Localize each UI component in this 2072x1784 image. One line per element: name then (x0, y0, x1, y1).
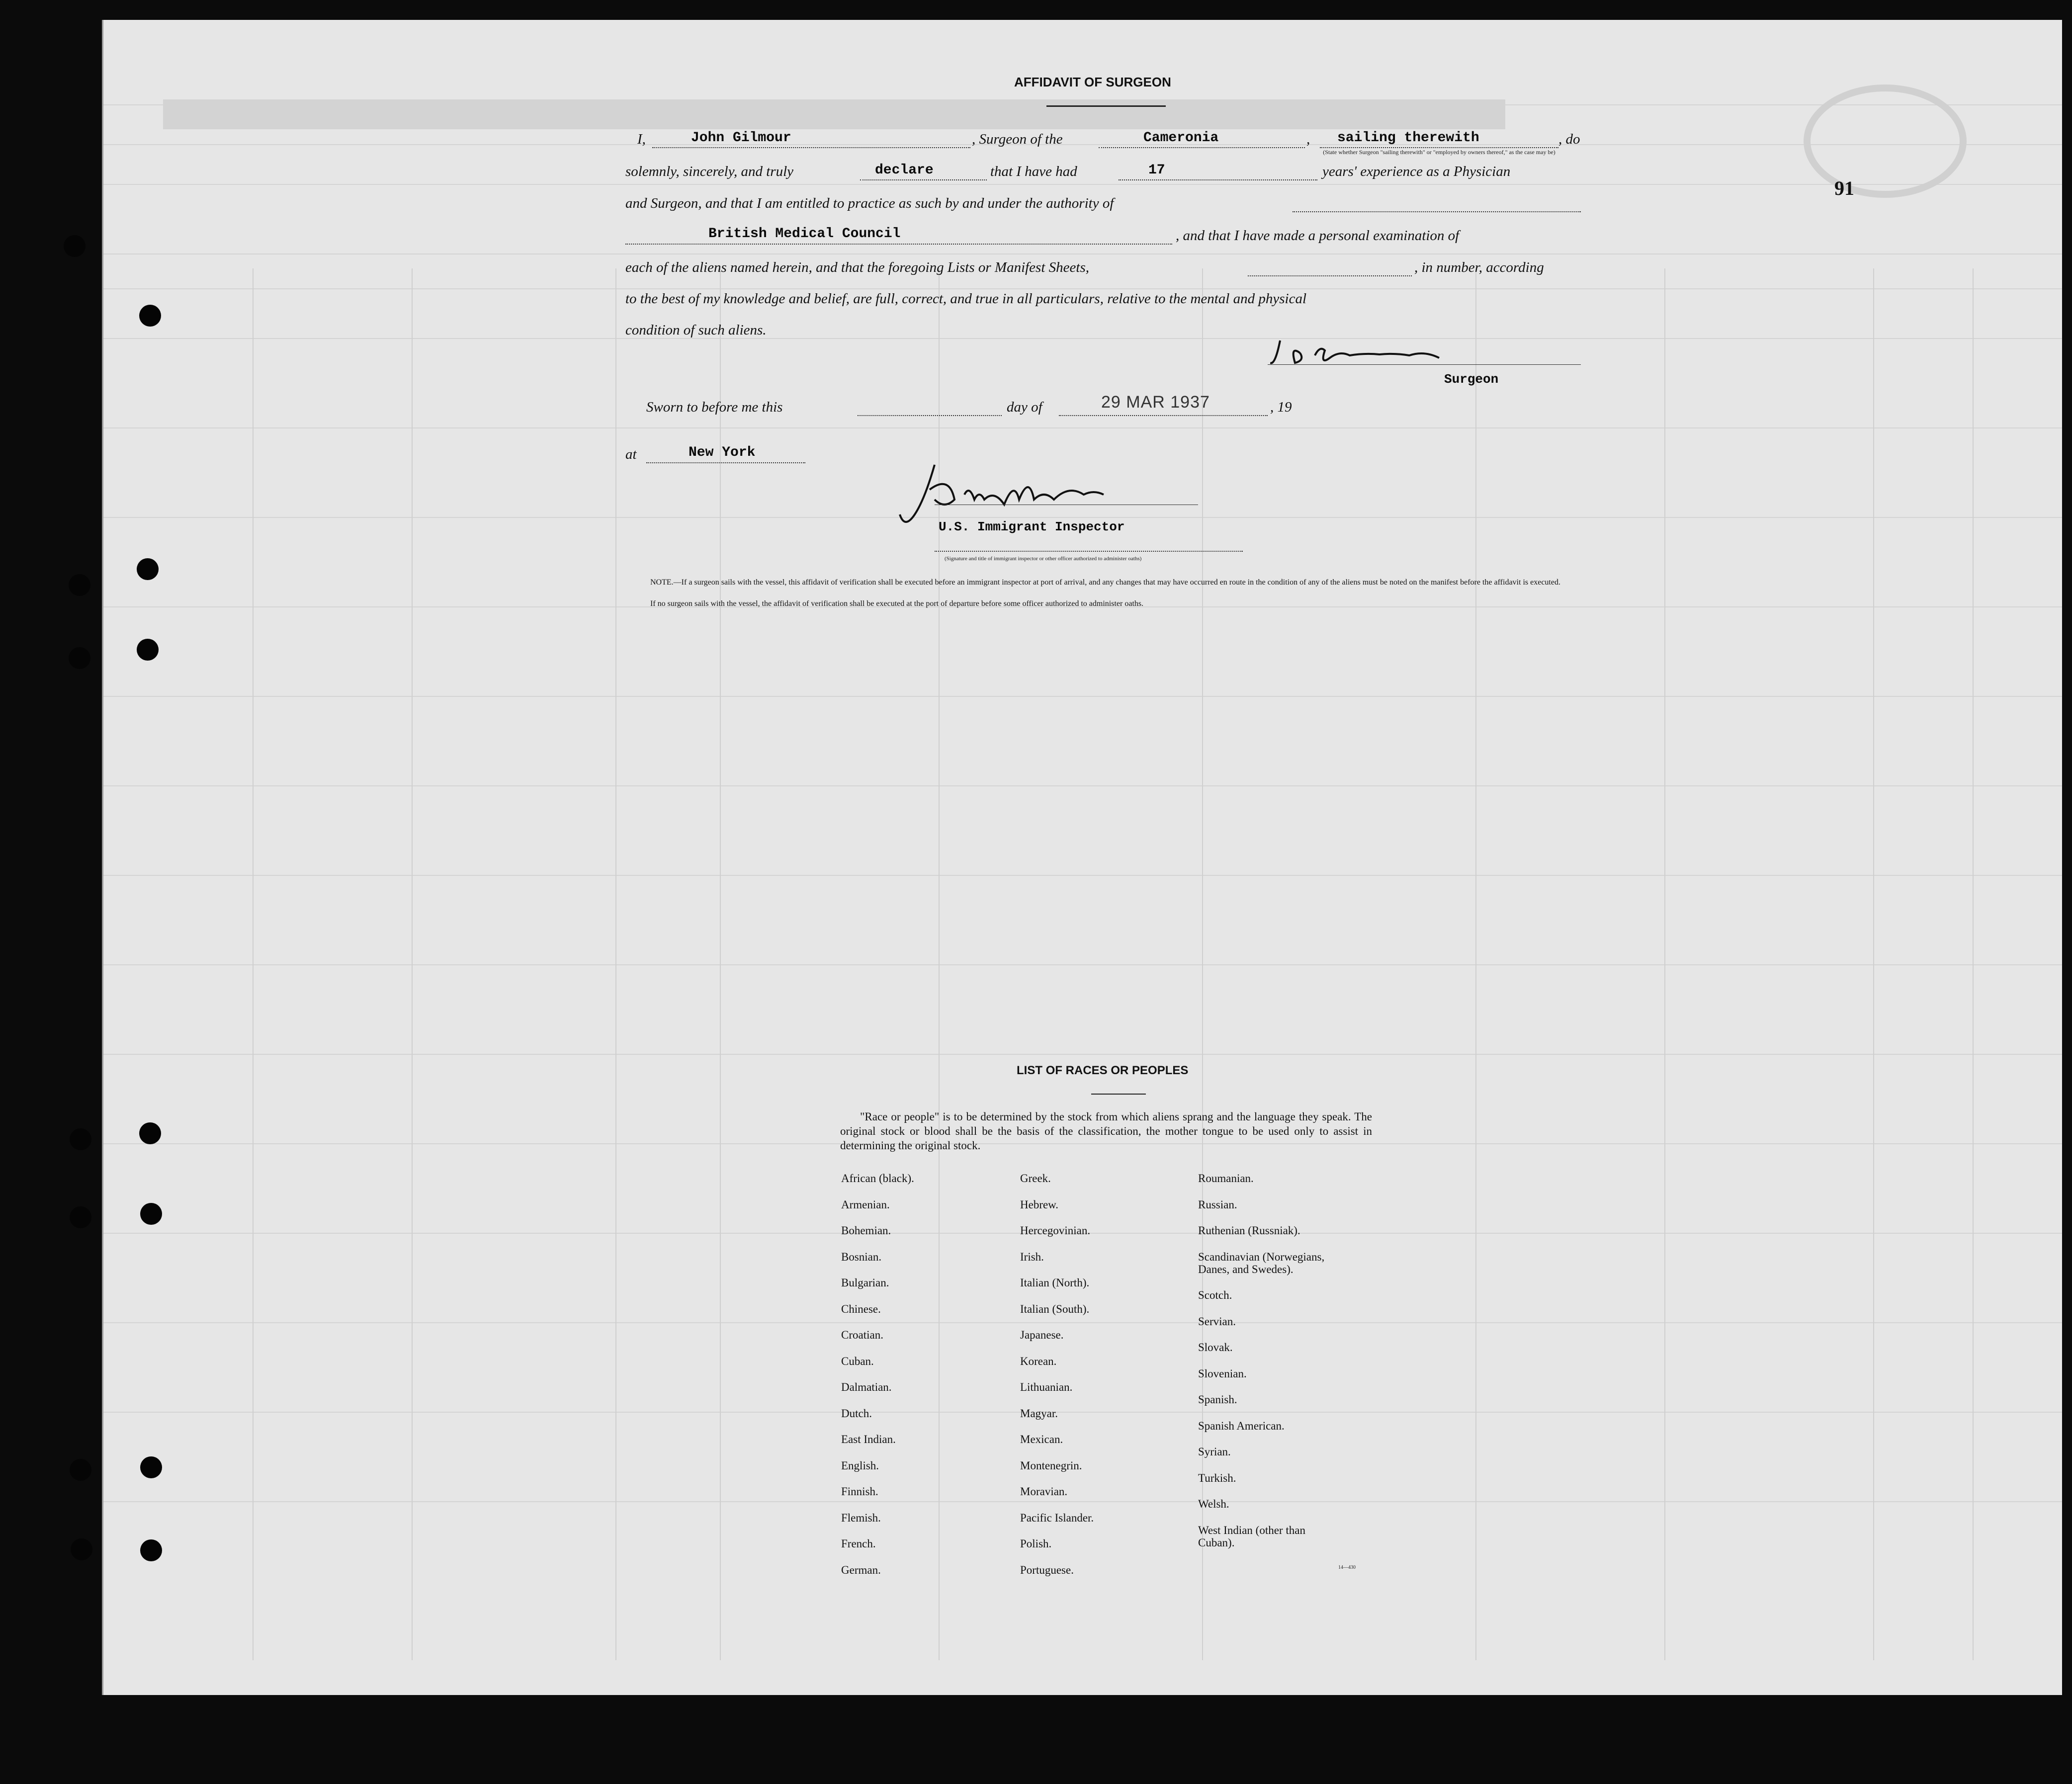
race-item: Scandinavian (Norwegians, Danes, and Swedes). (1198, 1250, 1325, 1275)
affidavit-note-1: NOTE.—If a surgeon sails with the vessel, this affidavit of verification shall be executed before an immigrant inspector at port of arrival, and any changes that may have occurred en route in the condition of any of the aliens must be noted on the manifest before the affidavit is executed. (650, 578, 1560, 587)
race-item: Bosnian. (841, 1250, 882, 1263)
form-code: 14—430 (1338, 1565, 1356, 1570)
place-value: New York (689, 445, 756, 460)
affidavit-line1-prefix: I, (637, 131, 646, 147)
bleed-through-heading (163, 99, 1505, 129)
affidavit-line1-comma: , (1306, 131, 1310, 147)
binding-hole (137, 639, 159, 661)
affidavit-line7: condition of such aliens. (625, 322, 767, 338)
race-item: Russian. (1198, 1198, 1237, 1211)
binding-hole (139, 305, 161, 327)
race-item: African (black). (841, 1172, 914, 1185)
surgeon-label: Surgeon (1444, 372, 1499, 387)
vessel-name: Cameronia (1143, 130, 1219, 146)
race-item: Chinese. (841, 1302, 881, 1315)
race-item: Bulgarian. (841, 1276, 889, 1289)
authority-value: British Medical Council (708, 226, 901, 242)
authority-field (625, 244, 1172, 245)
surgeon-name: John Gilmour (691, 130, 791, 146)
page-number: 91 (1834, 177, 1854, 199)
race-item: West Indian (other than Cuban). (1198, 1524, 1305, 1549)
race-item: Turkish. (1198, 1471, 1236, 1484)
race-item: Hercegovinian. (1020, 1224, 1091, 1237)
race-item: Italian (North). (1020, 1276, 1090, 1289)
affidavit-line6: to the best of my knowledge and belief, are full, correct, and true in all particulars, relative to the mental and physical (625, 291, 1307, 307)
inspector-note: (Signature and title of immigrant inspector or other officer authorized to administer oaths) (945, 556, 1142, 562)
race-item: Dutch. (841, 1407, 872, 1420)
race-item: Croatian. (841, 1329, 883, 1341)
race-item: Moravian. (1020, 1485, 1068, 1498)
affidavit-line5-suffix: , in number, according (1414, 259, 1544, 275)
affidavit-note-2: If no surgeon sails with the vessel, the affidavit of verification shall be executed at the port of departure before some officer authorized to administer oaths. (650, 599, 1144, 608)
affidavit-line3: and Surgeon, and that I am entitled to practice as such by and under the authority of (625, 195, 1114, 211)
race-item: Lithuanian. (1020, 1381, 1073, 1393)
race-item: English. (841, 1459, 879, 1472)
affidavit-line1-surgeon-of: , Surgeon of the (972, 131, 1063, 147)
race-item: Flemish. (841, 1511, 881, 1524)
sailing-status: sailing therewith (1337, 130, 1479, 146)
authority-field-start (1293, 211, 1581, 212)
race-item: Montenegrin. (1020, 1459, 1082, 1472)
race-item: Irish. (1020, 1250, 1044, 1263)
binding-hole (139, 1122, 161, 1144)
binding-hole (64, 235, 86, 257)
race-item: Polish. (1020, 1537, 1052, 1550)
vessel-name-field (1099, 147, 1305, 148)
binding-hole (70, 1206, 91, 1228)
race-item: Hebrew. (1020, 1198, 1059, 1211)
race-item: Roumanian. (1198, 1172, 1254, 1185)
affidavit-line5-prefix: each of the aliens named herein, and that the foregoing Lists or Manifest Sheets, (625, 259, 1089, 275)
race-item: Portuguese. (1020, 1563, 1074, 1576)
race-item: French. (841, 1537, 876, 1550)
race-item: Italian (South). (1020, 1302, 1090, 1315)
affidavit-line2-mid: that I have had (990, 164, 1077, 179)
race-item: Servian. (1198, 1315, 1236, 1328)
declare-value: declare (875, 163, 934, 178)
binding-hole (69, 574, 90, 596)
races-title: LIST OF RACES OR PEOPLES (1017, 1064, 1189, 1077)
surgeon-signature (1270, 336, 1449, 370)
race-item: Greek. (1020, 1172, 1051, 1185)
inspector-title-line (935, 551, 1243, 552)
races-title-underline (1091, 1094, 1146, 1095)
declare-field (860, 179, 987, 180)
race-item: Armenian. (841, 1198, 890, 1211)
race-item: Finnish. (841, 1485, 878, 1498)
race-item: Scotch. (1198, 1289, 1232, 1301)
race-item: Slovenian. (1198, 1367, 1247, 1380)
race-item: Spanish American. (1198, 1419, 1285, 1432)
race-item: Cuban. (841, 1355, 874, 1367)
surgeon-name-field (652, 147, 970, 148)
races-intro: "Race or people" is to be determined by the stock from which aliens sprang and the language they speak. The original stock or blood shall be the basis of the classification, the mother tongue to be used only to assist in determining the original stock. (840, 1110, 1372, 1152)
binding-hole (140, 1539, 162, 1561)
sailing-note: (State whether Surgeon "sailing therewith" or "employed by owners thereof," as the case may be) (1323, 149, 1555, 156)
sworn-day-of: day of (1007, 399, 1042, 415)
affidavit-line2-prefix: solemnly, sincerely, and truly (625, 164, 794, 179)
race-item: Japanese. (1020, 1329, 1064, 1341)
affidavit-title: AFFIDAVIT OF SURGEON (1014, 75, 1171, 89)
place-field (646, 462, 805, 463)
sworn-year-prefix: , 19 (1270, 399, 1292, 415)
binding-hole (140, 1456, 162, 1478)
binding-hole (71, 1538, 92, 1560)
sheet-count-field (1248, 275, 1412, 276)
race-item: Slovak. (1198, 1341, 1233, 1354)
race-item: Korean. (1020, 1355, 1057, 1367)
binding-hole (69, 647, 90, 669)
inspector-title: U.S. Immigrant Inspector (939, 519, 1125, 534)
sworn-prefix: Sworn to before me this (646, 399, 783, 415)
race-item: Spanish. (1198, 1393, 1237, 1406)
affidavit-line2-suffix: years' experience as a Physician (1322, 164, 1511, 179)
at-label: at (625, 446, 637, 462)
date-stamp: 29 MAR 1937 (1101, 393, 1210, 412)
sworn-day-field (858, 415, 1002, 416)
affidavit-line1-do: , do (1558, 131, 1580, 147)
sailing-field (1320, 147, 1558, 148)
bleed-through-seal (1804, 85, 1967, 198)
years-field (1119, 179, 1317, 180)
race-item: Welsh. (1198, 1498, 1229, 1510)
race-item: Syrian. (1198, 1445, 1231, 1458)
binding-hole (140, 1203, 162, 1225)
years-experience: 17 (1148, 163, 1165, 178)
race-item: Pacific Islander. (1020, 1511, 1094, 1524)
race-item: Ruthenian (Russniak). (1198, 1224, 1300, 1237)
binding-hole (70, 1459, 91, 1481)
race-item: Magyar. (1020, 1407, 1058, 1420)
affidavit-line4-suffix: , and that I have made a personal examination of (1176, 228, 1460, 244)
binding-hole (70, 1128, 91, 1150)
race-item: East Indian. (841, 1433, 896, 1445)
race-item: Mexican. (1020, 1433, 1063, 1445)
binding-hole (137, 558, 159, 580)
race-item: Dalmatian. (841, 1381, 892, 1393)
sworn-month-field (1059, 415, 1268, 416)
title-underline (1046, 105, 1166, 107)
race-item: German. (841, 1563, 881, 1576)
race-item: Bohemian. (841, 1224, 891, 1237)
